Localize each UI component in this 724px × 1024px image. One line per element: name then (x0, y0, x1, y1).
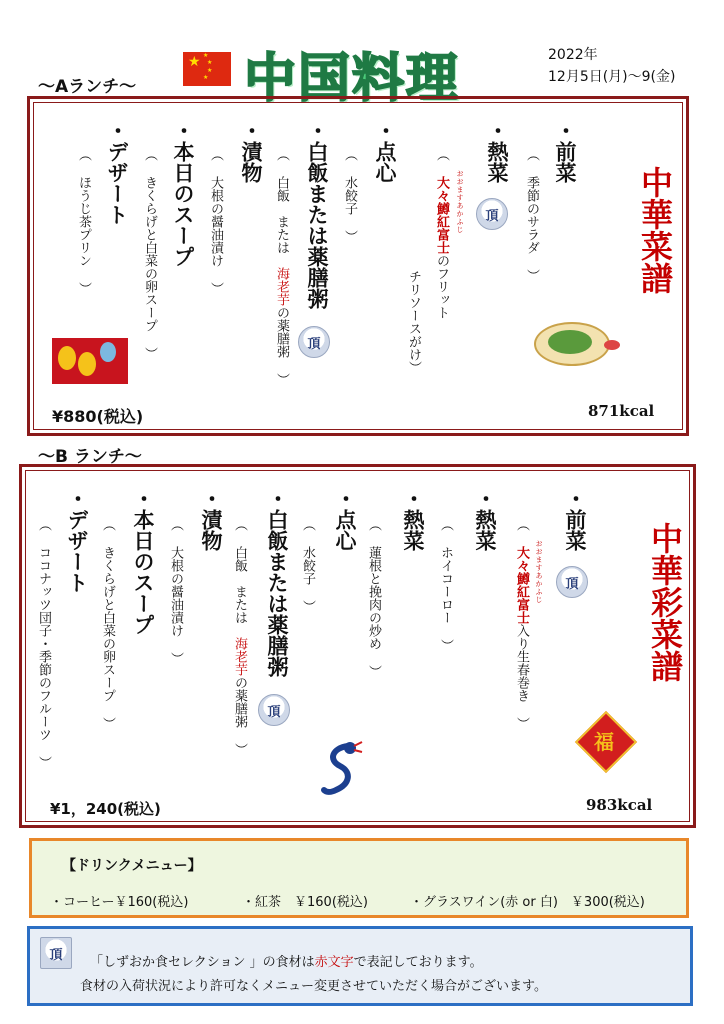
lunch-b-menu-name: 中華彩菜譜 (646, 522, 684, 682)
chef-seal-icon: 頂 (298, 326, 330, 358)
a-item-detail: （ ほうじ茶プリン ） (76, 148, 91, 295)
a-item-name: ・デザート (105, 120, 129, 225)
b-item-name: ・点心 (333, 488, 357, 551)
page-title: 中国料理 (244, 49, 461, 109)
a-item-name: ・本日のスープ (171, 120, 195, 267)
fortune-diamond-image: 福 (576, 712, 632, 768)
drink-menu-box (29, 838, 689, 918)
b-item-detail: （ ホイコーロー ） (438, 518, 453, 652)
lunch-b-label: ～B ランチ～ (38, 447, 142, 467)
lunch-a-price: ¥880(税込) (52, 407, 144, 426)
b-item-name: ・漬物 (199, 488, 223, 551)
b-item-detail: （ 白飯 または 海老芋の薬膳粥 ） (232, 518, 247, 756)
a-item-detail: （ 大々鱒紅富士のフリット (434, 148, 449, 319)
a-item-name: ・点心 (373, 120, 397, 183)
b-item-detail: （ 蓮根と挽肉の炒め ） (366, 518, 381, 678)
drink-item: ・コーヒー￥160(税込) (50, 895, 189, 910)
b-item-detail: （ 大々鱒紅富士入り生春巻き ） (514, 518, 529, 730)
ruby-text: おおますあかふじ (535, 540, 543, 604)
date-range: 12月5日(月)～9(金) (548, 69, 676, 85)
food-platter-image (534, 318, 624, 364)
b-item-name: ・白飯または薬膳粥 (265, 488, 289, 677)
lunch-b-price: ¥1，240(税込) (50, 800, 161, 818)
drink-item: ・グラスワイン(赤 or 白) ￥300(税込) (410, 895, 645, 910)
a-item-detail-2: チリソースがけ） (406, 270, 421, 374)
a-item-name: ・白飯または薬膳粥 (305, 120, 329, 309)
b-item-detail: （ きくらげと白菜の卵スープ ） (100, 518, 115, 730)
notice-box (27, 926, 693, 1006)
b-item-detail: （ 大根の醤油漬け ） (168, 518, 183, 665)
notice-line-2: 食材の入荷状況により許可なくメニュー変更させていただく場合がございます。 (80, 979, 547, 994)
b-item-detail: （ ココナッツ団子・季節のフルーツ ） (36, 518, 51, 769)
a-item-name: ・漬物 (239, 120, 263, 183)
lunch-a-label: ～Aランチ～ (38, 77, 137, 97)
chef-seal-icon: 頂 (476, 198, 508, 230)
drink-item: ・紅茶 ￥160(税込) (242, 895, 368, 910)
a-item-detail: （ 白飯 または 海老芋の薬膳粥 ） (274, 148, 289, 386)
china-flag-icon: ★ ★ ★ ★ ★ (183, 52, 231, 86)
lunch-a-menu-name: 中華菜譜 (636, 166, 674, 294)
lantern-image (52, 338, 128, 384)
a-item-detail: （ きくらげと白菜の卵スープ ） (142, 148, 157, 360)
b-item-name: ・熱菜 (401, 488, 425, 551)
lunch-b-kcal: 983kcal (586, 796, 653, 814)
lunch-a-kcal: 871kcal (588, 402, 655, 420)
b-item-name: ・熱菜 (473, 488, 497, 551)
b-item-detail: （ 水餃子 ） (300, 518, 315, 613)
chef-seal-icon: 頂 (556, 566, 588, 598)
year-text: 2022年 (548, 47, 598, 63)
a-item-detail: （ 水餃子 ） (342, 148, 357, 243)
a-item-detail: （ 大根の醤油漬け ） (208, 148, 223, 295)
b-item-name: ・前菜 (563, 488, 587, 551)
a-item-detail: （ 季節のサラダ ） (524, 148, 539, 282)
b-item-name: ・本日のスープ (131, 488, 155, 635)
ruby-text: おおますあかふじ (456, 170, 464, 234)
b-item-name: ・デザート (65, 488, 89, 593)
a-item-name: ・前菜 (553, 120, 577, 183)
chef-seal-icon: 頂 (258, 694, 290, 726)
notice-line-1: 「しずおか食セレクション 」の食材は赤文字で表記しております。 (90, 955, 483, 970)
drink-menu-title: 【ドリンクメニュー】 (62, 858, 202, 874)
a-item-name: ・熱菜 (485, 120, 509, 183)
dragon-image (318, 740, 366, 798)
chef-seal-icon: 頂 (40, 937, 72, 969)
